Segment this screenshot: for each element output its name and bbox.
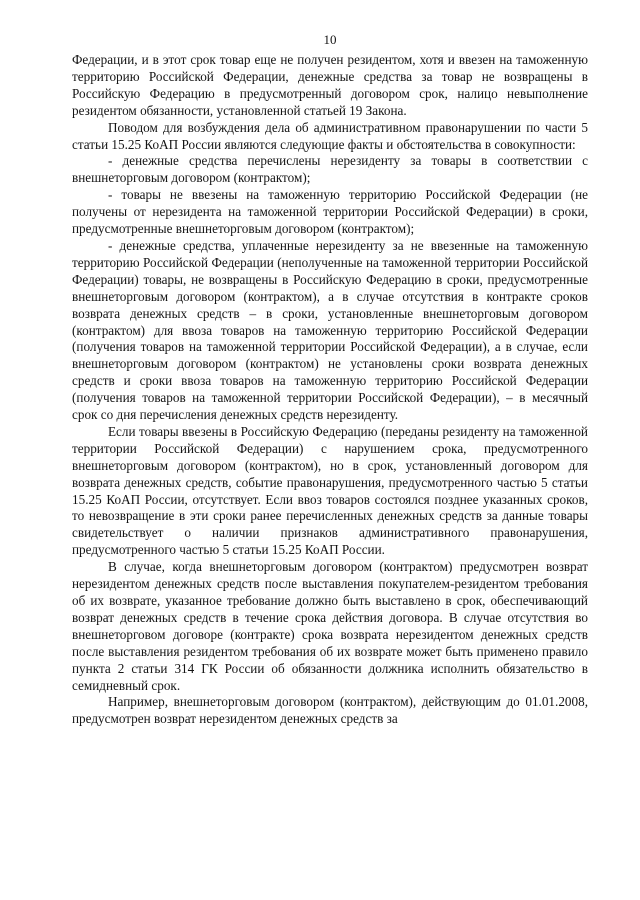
list-item-goods-not-imported: - товары не ввезены на таможенную территорию Российской Федерации (не получены от нерезидента на таможенной территории Российской Федерации) в сроки, предусмотренные внешнеторговым договором (контрактом); <box>72 187 588 237</box>
page-number: 10 <box>323 32 337 47</box>
paragraph-example: Например, внешнеторговым договором (контрактом), действующим до 01.01.2008, предусмотрен возврат нерезидентом денежных средств за <box>72 694 588 727</box>
document-page <box>72 32 588 728</box>
list-item-funds-transferred: - денежные средства перечислены нерезиденту за товары в соответствии с внешнеторговым договором (контрактом); <box>72 153 588 186</box>
paragraph-grounds-intro: Поводом для возбуждения дела об административном правонарушении по части 5 статьи 15.25 КоАП России являются следующие факты и обстоятельства в совокупности: <box>72 119 588 152</box>
paragraph-return-demand: В случае, когда внешнеторговым договором (контрактом) предусмотрен возврат нерезидентом денежных средств после выставления покупателем-резидентом требования об их возврате, указанное требование должно быть выставлено в срок, обеспечивающий возврат денежных средств в течение срока действия договора. В случае отсутствия во внешнеторговом договоре (контракте) срока возврата нерезидентом денежных средств после выставления резидентом требования об их возврате может быть применено правило пункта 2 статьи 314 ГК России об обязанности должника исполнить обязательство в семидневный срок. <box>72 559 588 693</box>
list-item-funds-not-returned: - денежные средства, уплаченные нерезиденту за не ввезенные на таможенную территорию Российской Федерации (неполученные на таможенной территории Российской Федерации) товары, не возвращены в Российскую Федерацию в сроки, предусмотренные внешнеторговым договором (контрактом), а в случае отсутствия в контракте сроков возврата денежных средств – в сроки, установленные внешнеторговым договором (контрактом) для ввоза товаров на таможенную территорию Российской Федерации (получения товаров на таможенной территории Российской Федерации), а в случае, если внешнеторговым договором (контрактом) не установлены сроки возврата денежных средств и сроки ввоза товаров на таможенную территорию Российской Федерации (получения товаров на таможенной территории Российской Федерации), – в месячный срок со дня перечисления денежных средств нерезиденту. <box>72 237 588 423</box>
paragraph-continuation: Федерации, и в этот срок товар еще не получен резидентом, хотя и ввезен на таможенную территорию Российской Федерации, денежные средства за товар не возвращены в Российскую Федерацию в предусмотренный договором срок, налицо невыполнение резидентом обязанности, установленной статьей 19 Закона. <box>72 52 588 118</box>
paragraph-late-import: Если товары ввезены в Российскую Федерацию (переданы резиденту на таможенной территории Российской Федерации) с нарушением срока, предусмотренного внешнеторговым договором (контрактом), но в срок, установленный договором для возврата денежных средств, событие правонарушения, предусмотренного частью 5 статьи 15.25 КоАП России, отсутствует. Если ввоз товаров состоялся позднее указанных сроков, то невозвращение в эти сроки ранее перечисленных денежных средств за данные товары свидетельствует о наличии признаков административного правонарушения, предусмотренного частью 5 статьи 15.25 КоАП России. <box>72 423 588 558</box>
